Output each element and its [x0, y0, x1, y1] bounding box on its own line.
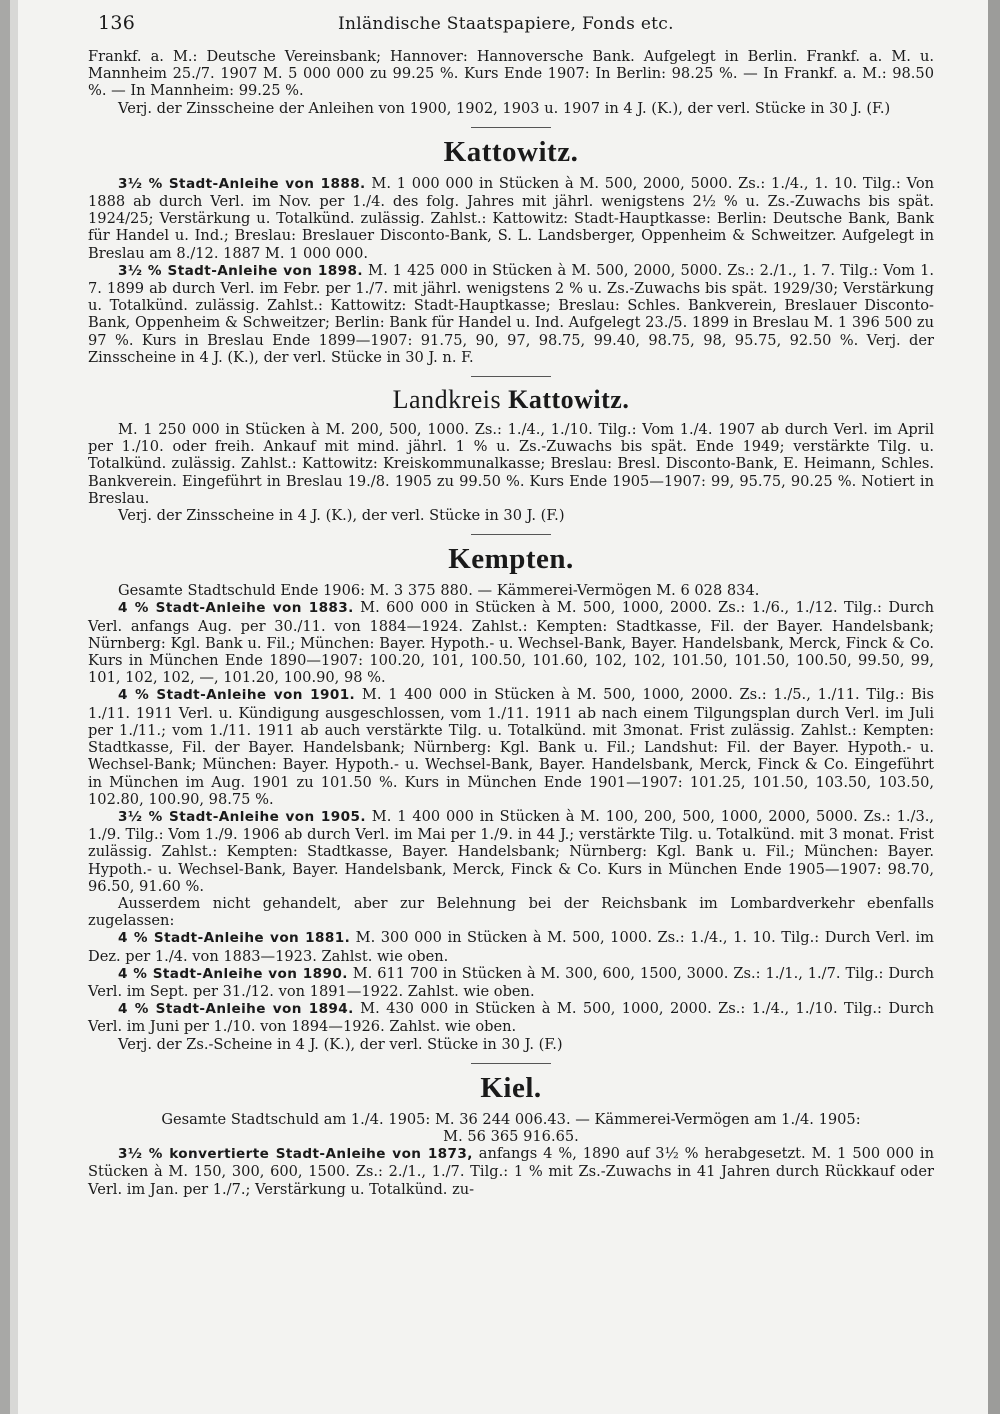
debt-summary: Gesamte Stadtschuld Ende 1906: M. 3 375 880. — Kämmerei-Vermögen M. 6 028 834. [118, 582, 760, 600]
loan-text: anfangs 4 %, 1890 auf 3½ % herabgesetzt. M. 1 500 000 in Stücken à M. 150, 300, 600, 1500. Zs.: 2./1., 1./7. Tilg.: 1 % mit Zs.-Zuwachs in 41 Jahren durch Rückkauf oder Verl. im Jan. per 1./7.; Verstärkung u. Totalkünd. zu- [88, 1145, 934, 1198]
loan-title: 3½ % Stadt-Anleihe von 1898. [118, 262, 363, 279]
heading-prefix: Landkreis [392, 385, 509, 415]
section-heading-kattowitz: Kattowitz. [443, 135, 579, 168]
running-title: Inländische Staatspapiere, Fonds etc. [338, 14, 674, 34]
section-divider [471, 534, 551, 535]
loan-entry [88, 1000, 934, 1035]
loan-title: 4 % Stadt-Anleihe von 1890. [118, 965, 348, 982]
page-header [88, 8, 934, 48]
loan-entry: M. 1 250 000 in Stücken à M. 200, 500, 1000. Zs.: 1./4., 1./10. Tilg.: Vom 1./4. 1907 ab durch Verl. im April per 1./10. oder freih. Ankauf mit mind. jährl. 1 % u. Zs.-Zuwachs bis spät. Ende 1949; verstärkte Tilg. u. Totalkünd. zulässig. Zahlst.: Kattowitz: Kreiskommunalkasse; Breslau: Bresl. Disconto-Bank, E. Heimann, Schles. Bankverein. Eingeführt in Breslau 19./8. 1905 zu 99.50 %. Kurs Ende 1905—1907: 99, 95.75, 90.25 %. Notiert in Breslau. [88, 421, 934, 507]
loan-entry [88, 175, 934, 262]
loan-text: M. 1 400 000 in Stücken à M. 500, 1000, 2000. Zs.: 1./5., 1./11. Tilg.: Bis 1./11. 1911 Verl. u. Kündigung ausgeschlossen, vom 1./11. 1911 ab nach einem Tilgungsplan durch Verl. im Juli per 1./11.; vom 1./11. 1911 ab auch verstärkte Tilg. u. Totalkünd. mit 3monat. Frist zulässig. Zahlst.: Kempten: Stadtkasse, Fil. der Bayer. Handelsbank; Nürnberg: Kgl. Bank u. Fil.; Landshut: Fil. der Bayer. Hypoth.- u. Wechsel-Bank; München: Bayer. Hypoth.- u. Wechsel-Bank, Bayer. Handelsbank, Merck, Finck & Co. Eingeführt in München im Aug. 1901 zu 101.50 %. Kurs in München Ende 1901—1907: 101.25, 101.50, 103.50, 103.50, 102.80, 100.90, 98.75 %. [88, 686, 934, 808]
section-divider [471, 376, 551, 377]
loan-entry [88, 599, 934, 686]
debt-summary-continued: M. 56 365 916.65. [443, 1127, 579, 1145]
loan-text: M. 1 425 000 in Stücken à M. 500, 2000, 5000. Zs.: 2./1., 1. 7. Tilg.: Vom 1. 7. 1899 ab durch Verl. im Febr. per 1./7. mit jährl. wenigstens 2 % u. Zs.-Zuwachs bis spät. 1929/30; Verstärkung u. Totalkünd. zulässig. Zahlst.: Kattowitz: Stadt-Hauptkasse; Breslau: Schles. Bankverein, Breslauer Disconto-Bank, Oppenheim & Schweitzer; Berlin: Bank für Handel u. Ind. Aufgelegt 23./5. 1899 in Breslau M. 1 396 500 zu 97 %. Kurs in Breslau Ende 1899—1907: 91.75, 90, 97, 98.75, 99.40, 98.75, 98, 95.75, 92.50 %. Verj. der Zinsscheine in 4 J. (K.), der verl. Stücke in 30 J. n. F. [88, 261, 934, 366]
section-heading-kempten: Kempten. [448, 543, 574, 576]
loan-title: 4 % Stadt-Anleihe von 1883. [118, 600, 354, 617]
loan-title: 3½ % Stadt-Anleihe von 1905. [118, 808, 366, 825]
loan-text: M. 430 000 in Stücken à M. 500, 1000, 2000. Zs.: 1./4., 1./10. Tilg.: Durch Verl. im Juni per 1./10. von 1894—1926. Zahlst. wie oben. [88, 1000, 935, 1036]
intro-paragraph: Frankf. a. M.: Deutsche Vereinsbank; Hannover: Hannoversche Bank. Aufgelegt in Berlin. Frankf. a. M. u. Mannheim 25./7. 1907 M. 5 000 000 zu 99.25 %. Kurs Ende 1907: In Berlin: 98.25 %. — In Frankf. a. M.: 98.50 %. — In Mannheim: 99.25 %. [88, 48, 934, 100]
intro-verjaehrung: Verj. der Zinsscheine der Anleihen von 1900, 1902, 1903 u. 1907 in 4 J. (K.), der verl. Stücke in 30 J. (F.) [118, 99, 891, 117]
loan-text: M. 1 400 000 in Stücken à M. 100, 200, 500, 1000, 2000, 5000. Zs.: 1./3., 1./9. Tilg.: Vom 1./9. 1906 ab durch Verl. im Mai per 1./9. in 44 J.; verstärkte Tilg. u. Totalkünd. mit 3 monat. Frist zulässig. Zahlst.: Kempten: Stadtkasse, Bayer. Handelsbank; Nürnberg: Kgl. Bank u. Fil.; München: Bayer. Hypoth.- u. Wechsel-Bank, Bayer. Handelsbank, Merck, Finck & Co. Kurs in München Ende 1905—1907: 98.70, 96.50, 91.60 %. [88, 807, 935, 895]
page-content [88, 8, 934, 1198]
heading-main: Kattowitz. [508, 385, 630, 415]
loan-title: 4 % Stadt-Anleihe von 1881. [118, 930, 351, 947]
verjaehrung-note: Verj. der Zs.-Scheine in 4 J. (K.), der verl. Stücke in 30 J. (F.) [118, 1035, 563, 1053]
page-edge-left [0, 0, 10, 1414]
loan-title: 4 % Stadt-Anleihe von 1901. [118, 687, 356, 704]
page-number: 136 [98, 12, 136, 34]
loan-entry [88, 965, 934, 1000]
loan-entry [88, 808, 934, 895]
section-divider [471, 127, 551, 128]
loan-entry [88, 262, 934, 366]
loan-text: M. 600 000 in Stücken à M. 500, 1000, 2000. Zs.: 1./6., 1./12. Tilg.: Durch Verl. anfangs Aug. per 30./11. von 1884—1924. Zahlst.: Kempten: Stadtkasse, Fil. der Bayer. Handelsbank; Nürnberg: Kgl. Bank u. Fil.; München: Bayer. Hypoth.- u. Wechsel-Bank, Bayer. Handelsbank, Merck, Finck & Co. Kurs in München Ende 1890—1907: 100.20, 101, 100.50, 101.60, 102, 102, 101.50, 101.50, 100.50, 99.50, 99, 101, 102, 102, —, 101.20, 100.90, 98 %. [88, 599, 935, 687]
loan-title: 4 % Stadt-Anleihe von 1894. [118, 1001, 354, 1018]
page-edge-right [988, 0, 1000, 1414]
loan-entry [88, 1145, 934, 1198]
section-divider [471, 1063, 551, 1064]
loan-entry [88, 929, 934, 964]
lombard-note: Ausserdem nicht gehandelt, aber zur Belehnung bei der Reichsbank im Lombardverkehr ebenfalls zugelassen: [88, 894, 934, 930]
loan-text: M. 1 000 000 in Stücken à M. 500, 2000, 5000. Zs.: 1./4., 1. 10. Tilg.: Von 1888 ab durch Verl. im Nov. per 1./4. des folg. Jahres mit jährl. wenigstens 2½ % u. Zs.-Zuwachs bis spät. 1924/25; Verstärkung u. Totalkünd. zulässig. Zahlst.: Kattowitz: Stadt-Hauptkasse: Berlin: Deutsche Bank, Bank für Handel u. Ind.; Breslau: Breslauer Disconto-Bank, S. L. Landsberger, Oppenheim & Schweitzer. Aufgelegt in Breslau am 8./12. 1887 M. 1 000 000. [88, 174, 935, 262]
section-heading-kiel: Kiel. [480, 1071, 542, 1104]
loan-text: M. 611 700 in Stücken à M. 300, 600, 1500, 3000. Zs.: 1./1., 1./7. Tilg.: Durch Verl. im Sept. per 31./12. von 1891—1922. Zahlst. wie oben. [88, 964, 934, 1000]
section-heading-landkreis-kattowitz [88, 385, 934, 415]
page-gutter-shadow [10, 0, 18, 1414]
loan-text: M. 300 000 in Stücken à M. 500, 1000. Zs.: 1./4., 1. 10. Tilg.: Durch Verl. im Dez. per 1./4. von 1883—1923. Zahlst. wie oben. [88, 929, 934, 965]
loan-entry [88, 686, 934, 807]
loan-title: 3½ % konvertierte Stadt-Anleihe von 1873, [118, 1146, 473, 1163]
verjaehrung-note: Verj. der Zinsscheine in 4 J. (K.), der verl. Stücke in 30 J. (F.) [118, 507, 565, 525]
debt-summary: Gesamte Stadtschuld am 1./4. 1905: M. 36 244 006.43. — Kämmerei-Vermögen am 1./4. 1905: [161, 1110, 861, 1128]
loan-title: 3½ % Stadt-Anleihe von 1888. [118, 175, 366, 192]
